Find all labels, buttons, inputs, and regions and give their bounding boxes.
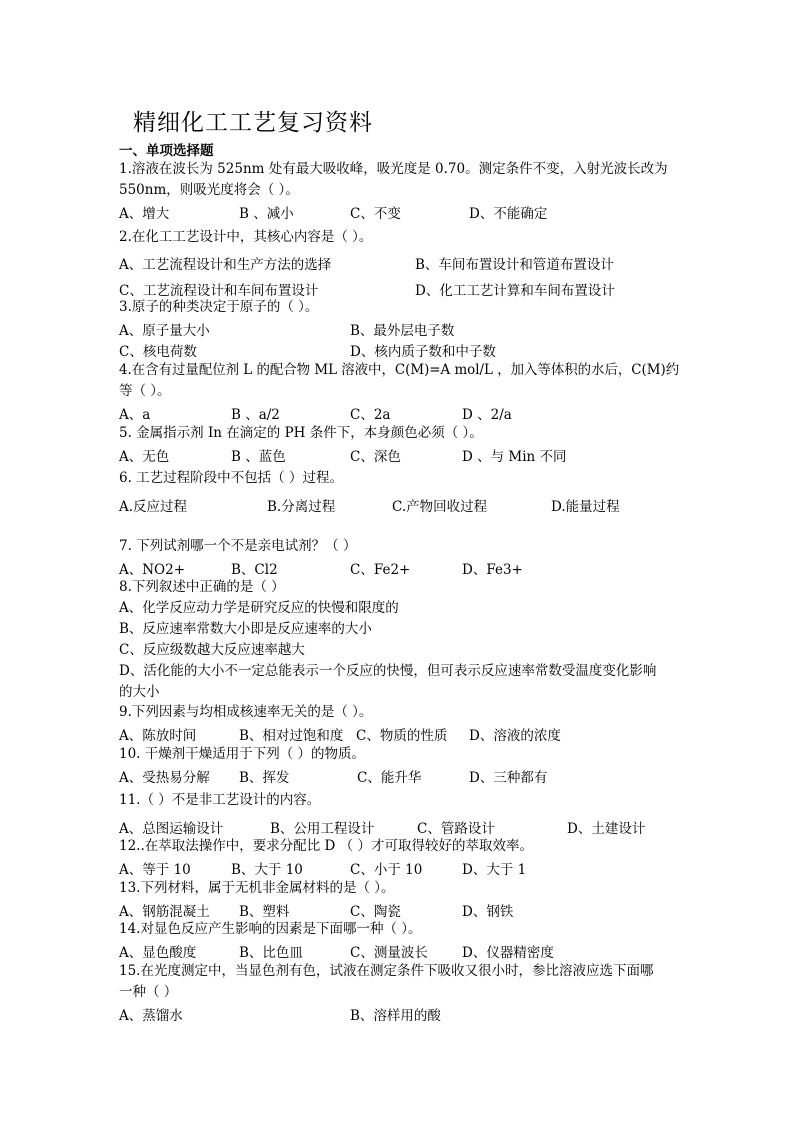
option-d: D、不能确定 — [469, 206, 548, 222]
option-b: B、最外层电子数 — [350, 323, 455, 339]
question-4-text: 4.在含有过量配位剂 L 的配合物 ML 溶液中，C(M)=A mol/L ，加入等体积的水后，C(M)约 — [119, 362, 680, 378]
question-8-option-d: D、活化能的大小不一定总能表示一个反应的快慢，但可表示反应速率常数受温度变化影响 — [119, 663, 657, 679]
question-7-text: 7. 下列试剂哪一个不是亲电试剂？（ ） — [119, 538, 357, 554]
option-c: C、2a — [350, 407, 391, 423]
option-c: C、深色 — [350, 449, 401, 465]
option-c: C、不变 — [350, 206, 401, 222]
question-8-option-a: A、化学反应动力学是研究反应的快慢和限度的 — [119, 600, 399, 616]
option-c: C、小于 10 — [350, 862, 423, 878]
question-15-text: 15.在光度测定中，当显色剂有色，试液在测定条件下吸收又很小时，参比溶液应选下面哪 — [119, 963, 654, 979]
question-11-options — [119, 817, 679, 835]
question-15-text-cont: 一种（ ） — [119, 984, 178, 1000]
option-d: D、化工工艺计算和车间布置设计 — [415, 283, 615, 299]
question-4-options — [119, 403, 679, 421]
option-c: C.产物回收过程 — [392, 499, 488, 515]
option-c: C、Fe2+ — [350, 562, 411, 578]
option-a: A、受热易分解 — [119, 770, 210, 786]
option-a: A、显色酸度 — [119, 945, 197, 961]
question-8-option-d-cont: 的大小 — [119, 684, 160, 700]
question-12-options — [119, 858, 679, 876]
question-6-text: 6. 工艺过程阶段中不包括（ ）过程。 — [119, 470, 343, 486]
option-d: D、核内质子数和中子数 — [350, 344, 496, 360]
question-8-text: 8.下列叙述中正确的是（ ） — [119, 579, 285, 595]
question-13-options — [119, 900, 679, 918]
question-9-options — [119, 724, 679, 742]
option-d: D、溶液的浓度 — [469, 728, 561, 744]
option-c: C、物质的性质 — [356, 728, 448, 744]
option-d: D、仪器精密度 — [462, 945, 554, 961]
option-a: A、NO2+ — [119, 562, 186, 578]
question-3-options-row1 — [119, 319, 679, 337]
option-b: B、Cl2 — [231, 562, 278, 578]
option-d: D 、2/a — [462, 407, 512, 423]
option-b: B 、蓝色 — [231, 449, 286, 465]
question-7-options — [119, 558, 679, 576]
question-5-options — [119, 445, 679, 463]
option-a: A、增大 — [119, 206, 170, 222]
option-c: C、工艺流程设计和车间布置设计 — [119, 283, 319, 299]
option-d: D、钢铁 — [462, 904, 514, 920]
question-15-options — [119, 1004, 679, 1022]
page-title: 精细化工工艺复习资料 — [133, 110, 373, 136]
option-d: D、土建设计 — [567, 821, 646, 837]
section-heading: 一、单项选择题 — [119, 143, 214, 159]
option-d: D 、与 Min 不同 — [462, 449, 567, 465]
option-c: C、测量波长 — [350, 945, 428, 961]
option-a: A.反应过程 — [119, 499, 188, 515]
question-10-text: 10. 干燥剂干燥适用于下列（ ）的物质。 — [119, 746, 366, 762]
question-2-options-row1 — [119, 253, 679, 271]
option-b: B 、a/2 — [231, 407, 280, 423]
option-a: A、总图运输设计 — [119, 821, 224, 837]
question-3-options-row2 — [119, 340, 679, 358]
question-11-text: 11.（ ）不是非工艺设计的内容。 — [119, 792, 321, 808]
question-6-options — [119, 495, 679, 513]
option-a: A、蒸馏水 — [119, 1008, 183, 1024]
question-8-option-b: B、反应速率常数大小即是反应速率的大小 — [119, 621, 372, 637]
option-d: D、三种都有 — [469, 770, 548, 786]
option-a: A、原子量大小 — [119, 323, 210, 339]
option-a: A、工艺流程设计和生产方法的选择 — [119, 257, 332, 273]
question-8-option-c: C、反应级数越大反应速率越大 — [119, 642, 305, 658]
option-b: B、挥发 — [239, 770, 290, 786]
option-b: B、塑料 — [239, 904, 290, 920]
question-9-text: 9.下列因素与均相成核速率无关的是（ ）。 — [119, 704, 373, 720]
question-3-text: 3.原子的种类决定于原子的（ ）。 — [119, 299, 319, 315]
option-d: D、大于 1 — [462, 862, 527, 878]
option-a: A、钢筋混凝土 — [119, 904, 210, 920]
question-1-text: 1.溶液在波长为 525nm 处有最大吸收峰，吸光度是 0.70。测定条件不变，入射光波长改为 — [119, 161, 668, 177]
question-12-text: 12..在萃取法操作中，要求分配比 D （ ）才可取得较好的萃取效率。 — [119, 838, 533, 854]
question-1-options — [119, 202, 679, 220]
option-b: B、溶样用的酸 — [350, 1008, 441, 1024]
option-b: B、相对过饱和度 — [239, 728, 344, 744]
question-5-text: 5. 金属指示剂 In 在滴定的 PH 条件下，本身颜色必须（ ）。 — [119, 425, 483, 441]
option-b: B、大于 10 — [231, 862, 303, 878]
question-13-text: 13.下列材料，属于无机非金属材料的是（ ）。 — [119, 880, 395, 896]
option-c: C、管路设计 — [417, 821, 495, 837]
option-d: D、Fe3+ — [462, 562, 523, 578]
question-4-text-cont: 等（ ）。 — [119, 383, 171, 399]
option-c: C、核电荷数 — [119, 344, 197, 360]
option-a: A、a — [119, 407, 151, 423]
option-b: B、比色皿 — [239, 945, 303, 961]
option-a: A、陈放时间 — [119, 728, 197, 744]
question-14-options — [119, 941, 679, 959]
question-2-text: 2.在化工工艺设计中，其核心内容是（ ）。 — [119, 229, 373, 245]
option-b: B.分离过程 — [267, 499, 336, 515]
question-2-options-row2 — [119, 279, 679, 297]
option-b: B、公用工程设计 — [270, 821, 375, 837]
option-a: A、无色 — [119, 449, 170, 465]
option-c: C、陶瓷 — [350, 904, 401, 920]
question-1-text-cont: 550nm，则吸光度将会（ ）。 — [119, 182, 299, 198]
option-c: C、能升华 — [357, 770, 422, 786]
option-b: B、车间布置设计和管道布置设计 — [415, 257, 614, 273]
question-14-text: 14.对显色反应产生影响的因素是下面哪一种（ ）。 — [119, 921, 422, 937]
option-b: B 、减小 — [239, 206, 294, 222]
question-10-options — [119, 766, 679, 784]
option-a: A、等于 10 — [119, 862, 191, 878]
option-d: D.能量过程 — [551, 499, 620, 515]
